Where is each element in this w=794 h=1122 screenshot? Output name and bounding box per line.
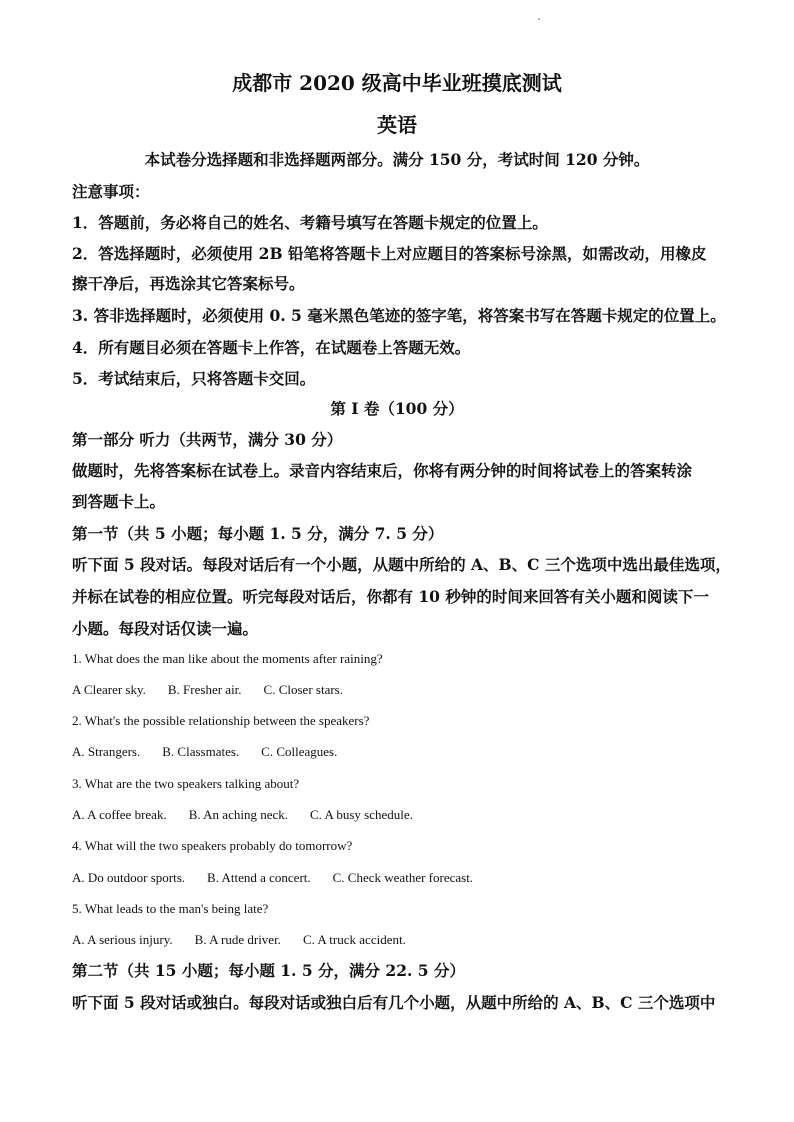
part1-instruction: 做题时，先将答案标在试卷上。录音内容结束后，你将有两分钟的时间将试卷上的答案转涂 [72, 461, 693, 480]
volume-heading: 第 I 卷（100 分） [330, 399, 464, 418]
exam-title: 成都市 2020 级高中毕业班摸底测试 [232, 71, 562, 95]
notice-item: 1．答题前，务必将自己的姓名、考籍号填写在答题卡规定的位置上。 [72, 213, 548, 232]
option-b: B. Fresher air. [167, 682, 242, 697]
scan-dot [538, 18, 540, 20]
intro-text: 本试卷分选择题和非选择题两部分。满分 150 分，考试时间 120 分钟。 [144, 150, 650, 169]
question-1: 1. What does the man like about the moments after raining? [72, 651, 383, 666]
option-c: C. Closer stars. [263, 682, 343, 697]
option-b: B. An aching neck. [188, 807, 288, 822]
option-a: A. A serious injury. [72, 932, 173, 947]
option-b: B. Classmates. [162, 744, 240, 759]
notice-heading: 注意事项： [72, 182, 150, 201]
option-a: A. Do outdoor sports. [72, 870, 186, 885]
notice-item: 擦干净后，再选涂其它答案标号。 [72, 274, 305, 293]
section2-heading: 第二节（共 15 小题；每小题 1. 5 分，满分 22. 5 分） [72, 961, 465, 980]
option-a: A Clearer sky. [72, 682, 146, 697]
part1-heading: 第一部分 听力（共两节，满分 30 分） [72, 430, 343, 449]
question-4: 4. What will the two speakers probably do tomorrow? [72, 838, 353, 853]
option-b: B. Attend a concert. [207, 870, 311, 885]
section1-instruction: 听下面 5 段对话。每段对话后有一个小题，从题中所给的 A、B、C 三个选项中选出最佳选项， [72, 555, 731, 574]
question-4-options [72, 869, 495, 887]
option-c: C. Colleagues. [261, 744, 338, 759]
option-b: B. A rude driver. [194, 932, 281, 947]
notice-item: 5．考试结束后，只将答题卡交回。 [72, 369, 316, 388]
option-c: C. A truck accident. [302, 932, 406, 947]
question-3-options [72, 806, 435, 824]
section1-instruction: 小题。每段对话仅读一遍。 [72, 619, 259, 638]
notice-item: 4．所有题目必须在答题卡上作答，在试题卷上答题无效。 [72, 338, 471, 357]
question-1-options [72, 681, 365, 699]
question-2-options [72, 743, 359, 761]
part1-instruction: 到答题卡上。 [72, 492, 166, 511]
subject-title: 英语 [377, 113, 417, 137]
notice-item: 2．答选择题时，必须使用 2B 铅笔将答题卡上对应题目的答案标号涂黑，如需改动，用橡皮 [72, 244, 707, 263]
question-5: 5. What leads to the man's being late? [72, 901, 269, 916]
section1-heading: 第一节（共 5 小题；每小题 1. 5 分，满分 7. 5 分） [72, 524, 444, 543]
section1-instruction: 并标在试卷的相应位置。听完每段对话后，你都有 10 秒钟的时间来回答有关小题和阅读下一 [72, 587, 709, 606]
option-c: C. A busy schedule. [310, 807, 413, 822]
question-2: 2. What's the possible relationship between the speakers? [72, 713, 370, 728]
notice-item: 3. 答非选择题时，必须使用 0. 5 毫米黑色笔迹的签字笔，将答案书写在答题卡规定的位置上。 [72, 306, 726, 325]
option-a: A. A coffee break. [72, 807, 167, 822]
option-a: A. Strangers. [72, 744, 141, 759]
section2-instruction: 听下面 5 段对话或独白。每段对话或独白后有几个小题，从题中所给的 A、B、C 三个选项中 [72, 993, 716, 1012]
question-3: 3. What are the two speakers talking about? [72, 776, 300, 791]
option-c: C. Check weather forecast. [332, 870, 474, 885]
question-5-options [72, 931, 428, 949]
